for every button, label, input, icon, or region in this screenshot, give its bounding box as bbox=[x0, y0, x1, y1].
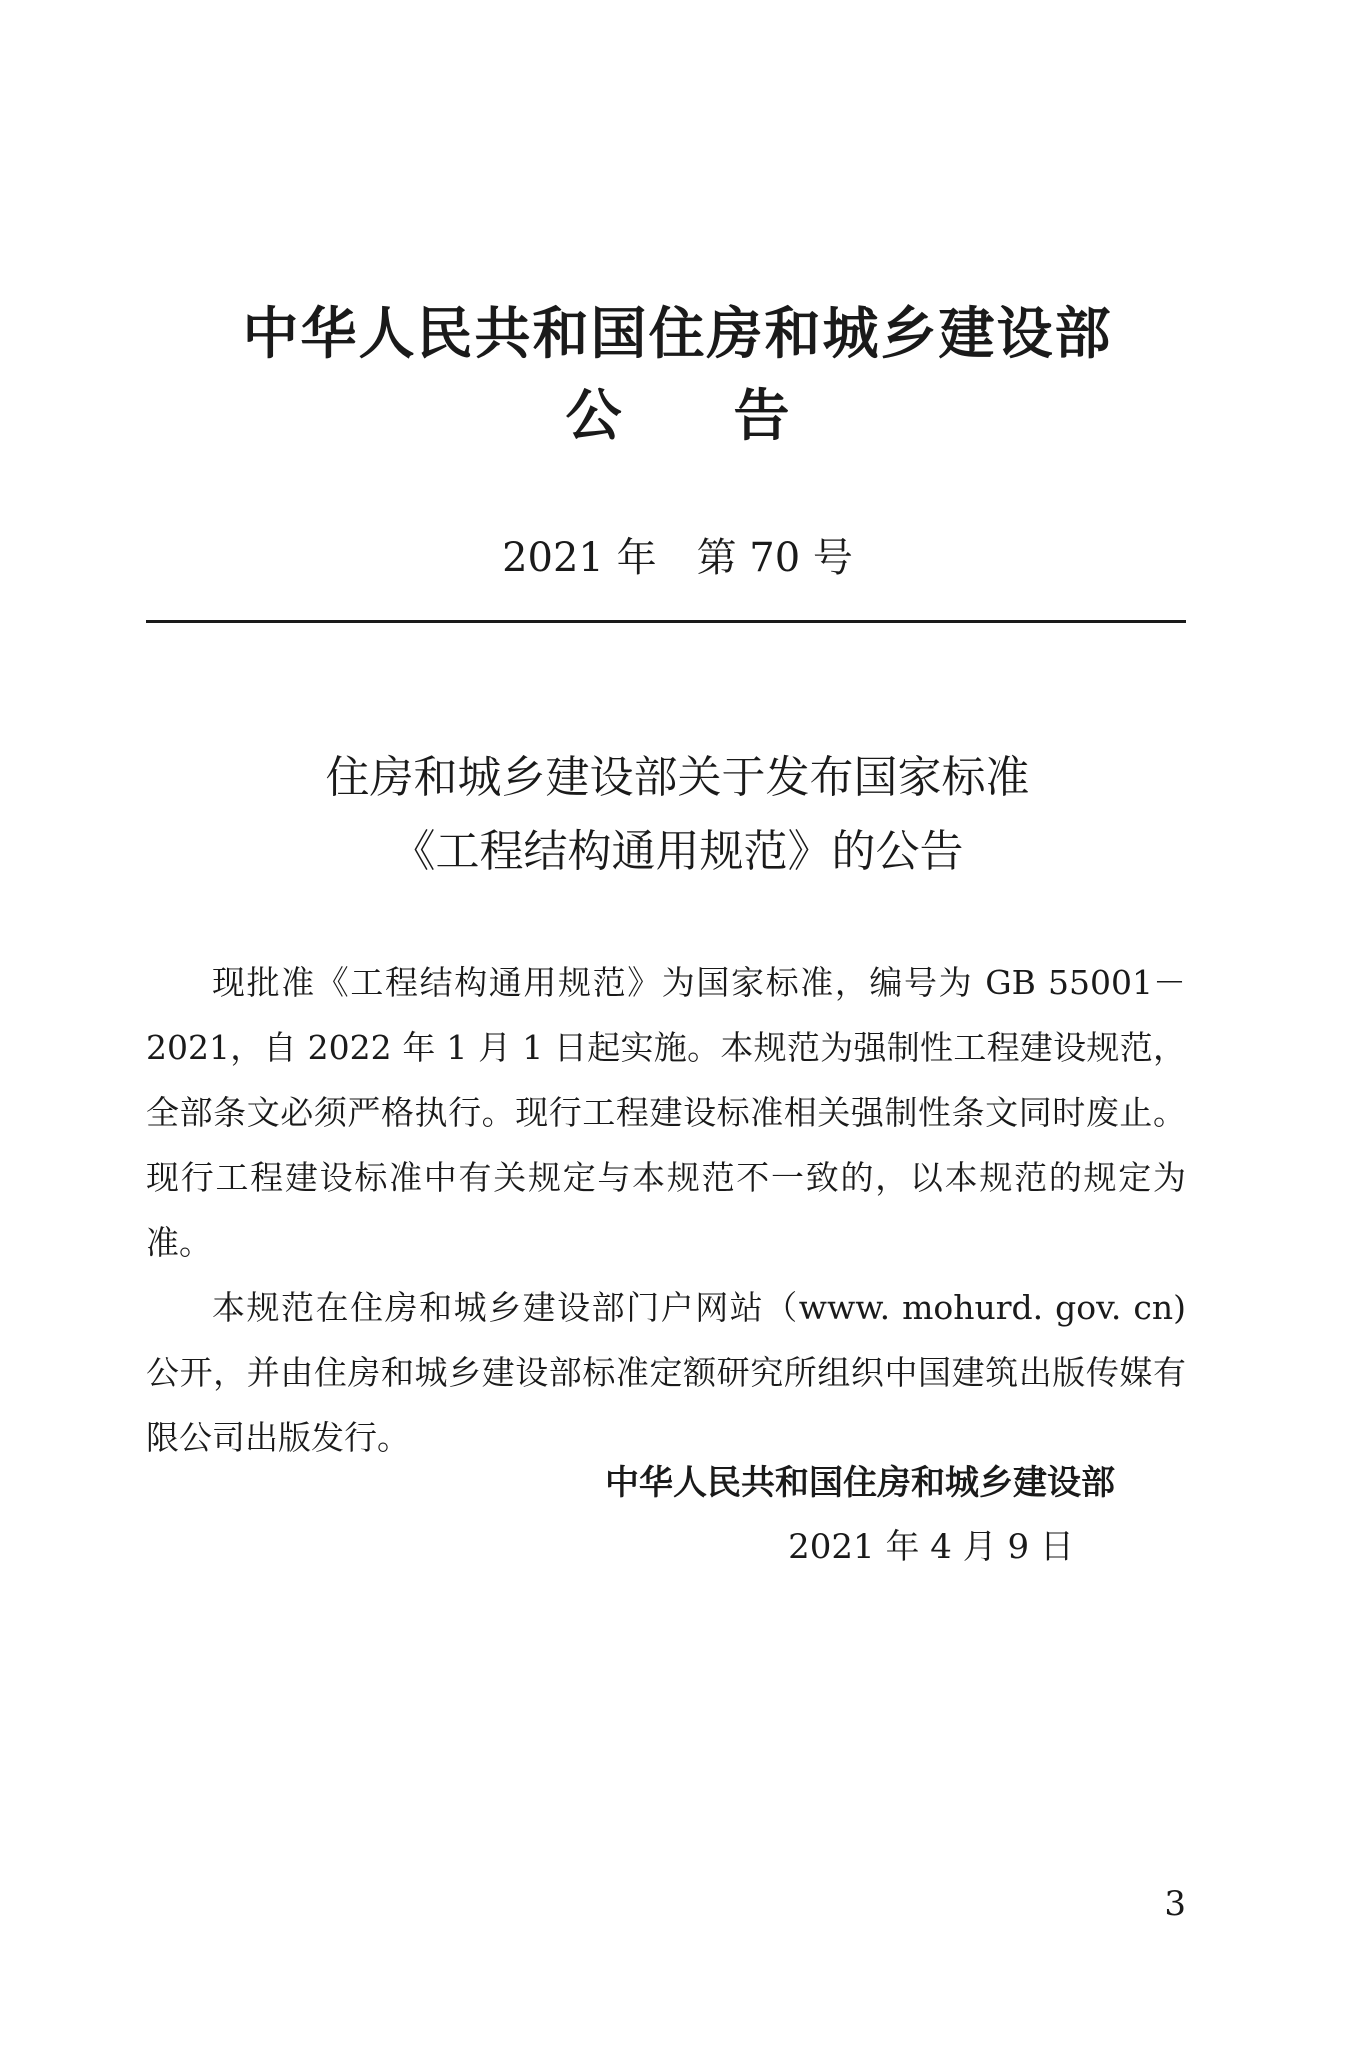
issuer-heading: 中华人民共和国住房和城乡建设部 bbox=[242, 302, 1113, 367]
body-paragraph-2: 本规范在住房和城乡建设部门户网站（www. mohurd. gov. cn)公开，并由住房和城乡建设部标准定额研究所组织中国建筑出版传媒有限公司出版发行。 bbox=[146, 1288, 1186, 1457]
document-number: 2021 年 第 70 号 bbox=[502, 535, 853, 581]
document-type-heading: 公 告 bbox=[565, 384, 790, 449]
header-divider bbox=[146, 620, 1186, 623]
notice-title-line-2: 《工程结构通用规范》的公告 bbox=[391, 826, 964, 877]
signer: 中华人民共和国住房和城乡建设部 bbox=[605, 1463, 1115, 1503]
page-number: 3 bbox=[1164, 1884, 1186, 1924]
signature-date: 2021 年 4 月 9 日 bbox=[788, 1527, 1074, 1567]
notice-title-line-1: 住房和城乡建设部关于发布国家标准 bbox=[325, 752, 1030, 803]
body-paragraph-1: 现批准《工程结构通用规范》为国家标准，编号为 GB 55001－2021，自 2022 年 1 月 1 日起实施。本规范为强制性工程建设规范，全部条文必须严格执行。现行工程建设标准相关强制性条文同时废止。现行工程建设标准中有关规定与本规范不一致的，以本规范的规定为准。 bbox=[146, 963, 1186, 1262]
notice-body bbox=[146, 950, 1186, 1470]
